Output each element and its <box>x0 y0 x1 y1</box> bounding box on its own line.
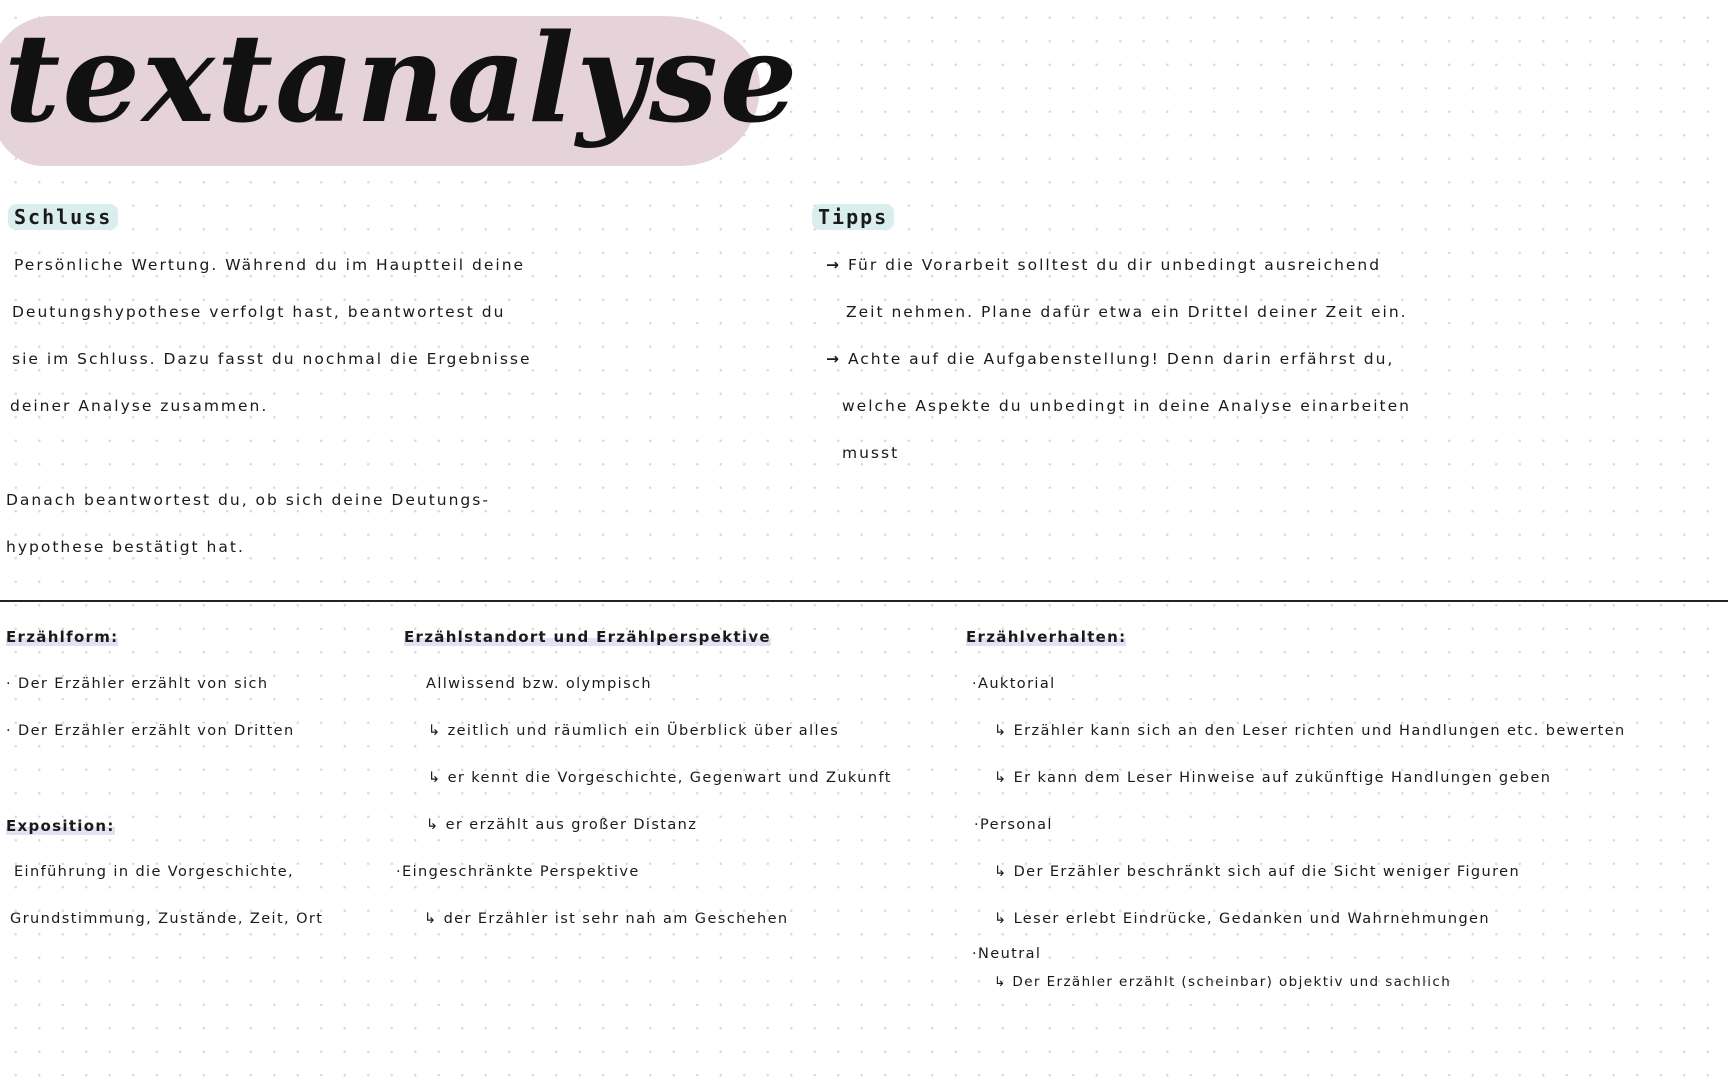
schluss-heading: Schluss <box>8 204 118 230</box>
perspektive-heading: Erzählstandort und Erzählperspektive <box>404 628 771 646</box>
perspektive-title: Allwissend bzw. olympisch <box>426 676 653 692</box>
verhalten-item: ↳ Er kann dem Leser Hinweise auf zukünftige Handlungen geben <box>994 770 1552 786</box>
perspektive-item: ↳ zeitlich und räumlich ein Überblick über alles <box>428 723 840 739</box>
sub-arrow-icon: ↳ <box>994 911 1008 927</box>
schluss-line: sie im Schluss. Dazu fasst du nochmal die Ergebnisse <box>12 350 532 368</box>
verhalten-item: ↳ Der Erzähler beschränkt sich auf die Sicht weniger Figuren <box>994 864 1521 880</box>
sub-arrow-icon: ↳ <box>994 723 1008 739</box>
sub-arrow-icon: ↳ <box>426 817 440 833</box>
schluss-line: Danach beantwortest du, ob sich deine Deutungs- <box>6 491 490 509</box>
erzaehlform-heading: Erzählform: <box>6 628 119 646</box>
schluss-line: hypothese bestätigt hat. <box>6 538 245 556</box>
tipps-item: → Für die Vorarbeit solltest du dir unbedingt ausreichend <box>826 256 1382 274</box>
schluss-line: deiner Analyse zusammen. <box>10 397 269 415</box>
arrow-icon: → <box>826 256 841 274</box>
erzaehlform-item: · Der Erzähler erzählt von sich <box>6 676 269 692</box>
tipps-item: → Achte auf die Aufgabenstellung! Denn darin erfährst du, <box>826 350 1395 368</box>
sub-arrow-icon: ↳ <box>424 911 438 927</box>
schluss-line: Persönliche Wertung. Während du im Hauptteil deine <box>14 256 526 274</box>
sub-arrow-icon: ↳ <box>428 770 442 786</box>
perspektive-title: ·Eingeschränkte Perspektive <box>396 864 640 880</box>
exposition-heading: Exposition: <box>6 817 115 835</box>
erzaehlform-item: · Der Erzähler erzählt von Dritten <box>6 723 295 739</box>
schluss-line: Deutungshypothese verfolgt hast, beantwortest du <box>12 303 506 321</box>
sub-arrow-icon: ↳ <box>428 723 442 739</box>
verhalten-neutral: ·Neutral <box>972 946 1042 962</box>
exposition-line: Einführung in die Vorgeschichte, <box>14 864 295 880</box>
sub-arrow-icon: ↳ <box>994 770 1008 786</box>
verhalten-item: ↳ Der Erzähler erzählt (scheinbar) objektiv und sachlich <box>994 974 1452 990</box>
tipps-heading: Tipps <box>812 204 894 230</box>
verhalten-item: ↳ Erzähler kann sich an den Leser richten und Handlungen etc. bewerten <box>994 723 1626 739</box>
exposition-line: Grundstimmung, Zustände, Zeit, Ort <box>10 911 324 927</box>
page-title: textanalyse <box>4 6 800 150</box>
perspektive-item: ↳ der Erzähler ist sehr nah am Geschehen <box>424 911 789 927</box>
verhalten-auktorial: ·Auktorial <box>972 676 1056 692</box>
verhalten-personal: ·Personal <box>974 817 1053 833</box>
verhalten-heading: Erzählverhalten: <box>966 628 1127 646</box>
sub-arrow-icon: ↳ <box>994 974 1007 990</box>
tipps-line: Zeit nehmen. Plane dafür etwa ein Drittel deiner Zeit ein. <box>846 303 1408 321</box>
perspektive-item: ↳ er kennt die Vorgeschichte, Gegenwart und Zukunft <box>428 770 892 786</box>
tipps-line: musst <box>842 444 900 462</box>
arrow-icon: → <box>826 350 841 368</box>
sub-arrow-icon: ↳ <box>994 864 1008 880</box>
tipps-line: welche Aspekte du unbedingt in deine Analyse einarbeiten <box>842 397 1411 415</box>
section-divider <box>0 600 1728 602</box>
perspektive-item: ↳ er erzählt aus großer Distanz <box>426 817 698 833</box>
verhalten-item: ↳ Leser erlebt Eindrücke, Gedanken und Wahrnehmungen <box>994 911 1490 927</box>
